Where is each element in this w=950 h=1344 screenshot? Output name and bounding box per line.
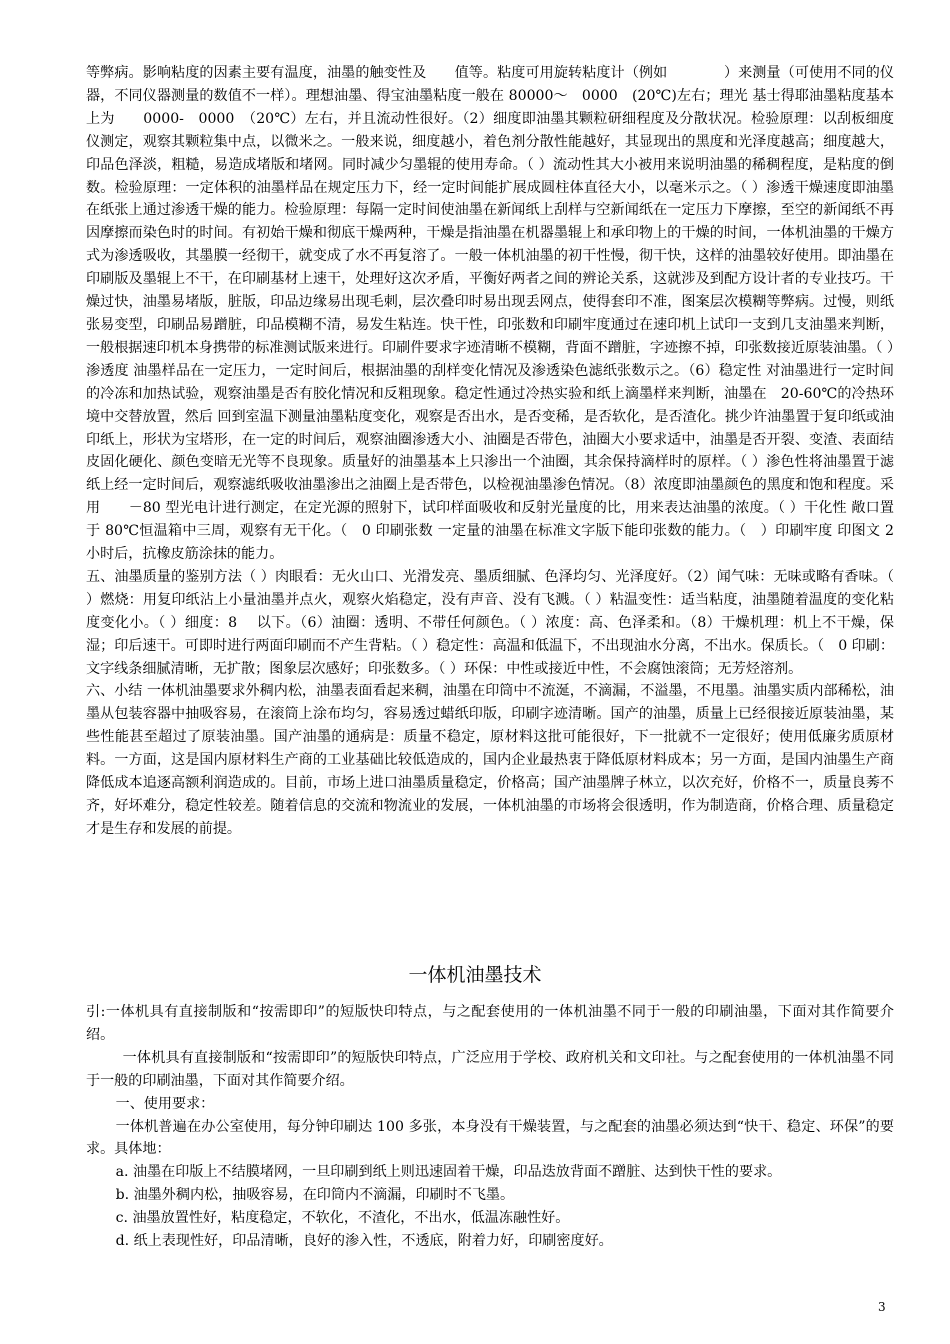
requirement-item: b. 油墨外稠内松，抽吸容易，在印筒内不滴漏，印刷时不飞墨。: [115, 1187, 515, 1204]
requirement-item: d. 纸上表现性好，印品清晰，良好的渗入性，不透底，附着力好，印刷密度好。: [115, 1233, 613, 1250]
requirement-intro: 一体机普遍在办公室使用，每分钟印刷达 100 多张，本身没有干燥装置，与之配套的油墨必须达到“快干、稳定、环保”的要求。具体地：: [86, 1118, 894, 1158]
article-lead: 引:一体机具有直接制版和“按需即印”的短版快印特点，与之配套使用的一体机油墨不同于一般的印刷油墨，下面对其作简要介绍。: [86, 1004, 894, 1043]
requirement-item: c. 油墨放置性好，粘度稳定，不软化，不渣化，不出水，低温冻融性好。: [115, 1210, 570, 1227]
paragraph-summary: 六、小结 一体机油墨要求外稠内松，油墨表面看起来稠，油墨在印筒中不流涎，不滴漏，不溢墨，不甩墨。油墨实质内部稀松，油墨从包装容器中抽吸容易，在滚筒上涂布均匀，容易透过蜡纸印版，印刷字迹清晰。国产的油墨，质量上已经很接近原装油墨，某些性能甚至超过了原装油墨。国产油墨的通病是：质量不稳定，原材料这批可能很好，下一批就不一定很好；使用低廉劣质原材料。一方面，这是国内原材料生产商的工业基础比较低造成的，国内企业最热衷于降低原材料成本；另一方面，是国内油墨生产商降低成本追逐高额利润造成的。目前，市场上进口油墨质量稳定，价格高；国产油墨牌子林立，以次充好，价格不一，质量良莠不齐，好坏难分，稳定性较差。随着信息的交流和物流业的发展，一体机油墨的市场将会很透明，作为制造商，价格合理、质量稳定才是生存和发展的前提。: [86, 683, 894, 837]
page-number: 3: [878, 1300, 886, 1314]
paragraph-quality-identification: 五、油墨质量的鉴别方法（ ）肉眼看：无火山口、光滑发亮、墨质细腻、色泽均匀、光泽度好。（2）闻气味：无味或略有香味。（ ）燃烧：用复印纸沾上小量油墨并点火，观察火焰稳定，没有声音、没有飞溅。（ ）粘温变性：适当粘度，油墨随着温度的变化粘度变化小。（ ）细度：8 以下。（6）油圈：透明、不带任何颜色。（ ）浓度：高、色泽柔和。（8）干燥机理：机上不干燥，保湿；印后速干。可即时进行两面印刷而不产生背粘。（ ）稳定性：高温和低温下，不出现油水分离，不出水。保质长。（ 0 印刷：文字线条细腻清晰，无扩散；图象层次感好；印张数多。（ ）环保：中性或接近中性，不会腐蚀滚筒；无芳烃溶剂。: [86, 568, 894, 677]
body-text-block: [86, 62, 909, 841]
requirement-item: a. 油墨在印版上不结膜堵网，一旦印刷到纸上则迅速固着干燥，印品迭放背面不蹭脏、达到快干性的要求。: [115, 1164, 782, 1181]
section-heading: 一、使用要求：: [115, 1095, 215, 1112]
article-intro: 一体机具有直接制版和“按需即印”的短版快印特点，广泛应用于学校、政府机关和文印社。与之配套使用的一体机油墨不同于一般的印刷油墨，下面对其作简要介绍。: [86, 1049, 894, 1089]
paragraph-ink-properties: 等弊病。影响粘度的因素主要有温度，油墨的触变性及 值等。粘度可用旋转粘度计（例如 ）来测量（可使用不同的仪器，不同仪器测量的数值不一样）。理想油墨、得宝油墨粘度一般在 80000～ 0000 (20℃)左右；理光 基士得耶油墨粘度基本上为 0000- 0000 （20℃）左右，并且流动性很好。（2）细度即油墨其颗粒研细程度及分散状况。检验原理：以刮板细度仪测定，观察其颗粒集中点，以微米之。一般来说，细度越小，着色剂分散性能越好，其显现出的黑度和光泽度越高；细度越大，印品色泽淡，粗糙，易造成堵版和堵网。同时减少匀墨辊的使用寿命。（ ）流动性其大小被用来说明油墨的稀稠程度，是粘度的倒数。检验原理：一定体积的油墨样品在规定压力下，经一定时间能扩展成圆柱体直径大小，以毫米示之。（ ）渗透干燥速度即油墨在纸张上通过渗透干燥的能力。检验原理：每隔一定时间使油墨在新闻纸上刮样与空新闻纸在一定压力下摩擦，至空的新闻纸不再因摩擦而染色时的时间。有初始干燥和彻底干燥两种，干燥是指油墨在机器墨辊上和承印物上的干燥的时间，一体机油墨的干燥方式为渗透吸收，其墨膜一经彻干，就变成了水不再复溶了。一般一体机油墨的初干性慢，彻干快，这样的油墨较好使用。即油墨在印刷版及墨辊上不干，在印刷基材上速干，处理好这次矛盾，平衡好两者之间的辨论关系，这就涉及到配方设计者的专业技巧。干燥过快，油墨易堵版，脏版，印品边缘易出现毛刺，层次叠印时易出现丢网点，使得套印不准，图案层次模糊等弊病。过慢，则纸张易变型，印刷品易蹭脏，印品模糊不清，易发生粘连。快干性，印张数和印刷牢度通过在速印机上试印一支到几支油墨来判断，一般根据速印机本身携带的标准测试版来进行。印刷件要求字迹清晰不模糊，背面不蹭脏，字迹擦不掉，印张数接近原装油墨。（ ）渗透度 油墨样品在一定压力，一定时间后，根据油墨的刮样变化情况及渗透染色滤纸张数示之。（6）稳定性 对油墨进行一定时间的冷冻和加热试验，观察油墨是否有胶化情况和反粗现象。稳定性通过冷热实验和纸上滴墨样来判断，油墨在 20-60℃的冷热环境中交替放置，然后 回到室温下测量油墨粘度变化，观察是否出水，是否变稀，是否软化，是否渣化。挑少许油墨置于复印纸或油印纸上，形状为宝塔形，在一定的时间后，观察油圈渗透大小、油圈是否带色，油圈大小要求适中，油墨是否开裂、变渣、表面结皮固化硬化、颜色变暗无光等不良现象。质量好的油墨基本上只渗出一个油圈，其余保持滴样时的原样。（ ）渗色性将油墨置于滤纸上经一定时间后，观察滤纸吸收油墨渗出之油圈上是否带色，以检视油墨渗色情况。（8）浓度即油墨颜色的黑度和饱和程度。采用 －80 型光电计进行测定，在定光源的照射下，试印样面吸收和反射光量度的比，用来表达油墨的浓度。（ ）干化性 敞口置于 80℃恒温箱中三周，观察有无干化。（ 0 印刷张数 一定量的油墨在标准文字版下能印张数的能力。（ ）印刷牢度 印图文 2 小时后，抗橡皮筋涂抹的能力。: [86, 65, 909, 563]
article-title: 一体机油墨技术: [408, 964, 542, 986]
article-body: [86, 1001, 894, 1253]
